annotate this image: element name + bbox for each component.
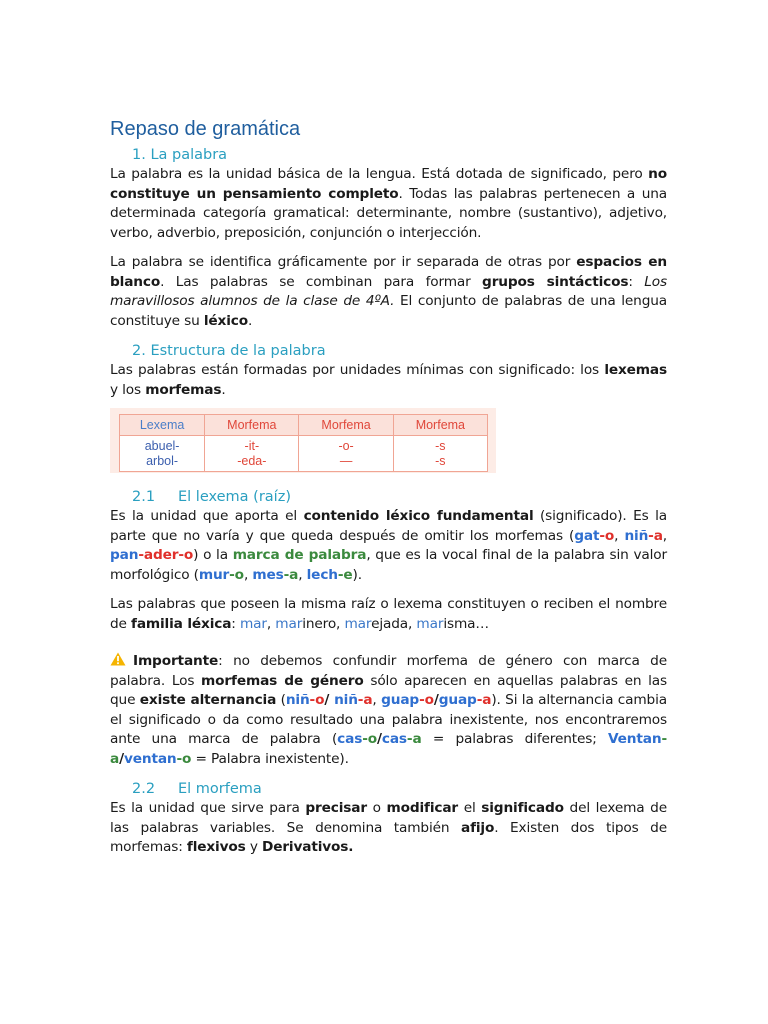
bold-text: precisar <box>305 800 367 816</box>
document-page <box>110 118 667 868</box>
table-cell: -s <box>393 436 487 455</box>
section-heading-lexema <box>132 487 667 507</box>
paragraph <box>110 253 667 331</box>
word-mark-example: -a <box>283 566 299 583</box>
lexeme-example: lech <box>306 566 338 583</box>
text: : <box>628 273 645 290</box>
morpheme-example: -a <box>476 692 492 708</box>
family-word-root: mar <box>344 615 372 632</box>
word-mark-example: -o <box>176 750 192 767</box>
text: , <box>298 566 307 583</box>
text: . Existen dos tipos de morfemas: <box>110 819 667 855</box>
bold-text: no constituye un pensamiento completo <box>110 166 667 202</box>
morpheme-example: -a <box>648 527 663 544</box>
morpheme-table <box>119 414 488 472</box>
bold-text: morfemas de género <box>201 672 364 689</box>
text: , <box>336 615 345 632</box>
text: . Todas las palabras pertenecen a una determinada categoría gramatical: determinante, nombre (sustantivo), adjetivo, verbo, adverbio, preposición, conjunción o interjección. <box>110 185 667 241</box>
table-header: Morfema <box>393 415 487 436</box>
morpheme-example: -o <box>419 692 434 708</box>
bold-text: contenido léxico fundamental <box>303 508 534 524</box>
text: ( <box>276 692 286 708</box>
word-mark-example: -o <box>362 731 377 747</box>
paragraph <box>110 165 667 243</box>
text: . Las palabras se combinan para formar <box>160 273 483 290</box>
bold-text: afijo <box>461 819 495 836</box>
text: = palabras diferentes; <box>421 731 608 747</box>
text: / <box>433 692 439 708</box>
lexeme-example: guap <box>438 692 477 708</box>
section-number: 2.1 <box>132 489 156 505</box>
table-cell: -eda- <box>205 454 299 472</box>
bold-text: modificar <box>386 800 459 816</box>
bold-text: léxico <box>203 312 248 329</box>
family-word-root: mar <box>239 615 267 632</box>
bold-text: existe alternancia <box>139 692 277 708</box>
table-cell: arbol- <box>120 454 205 472</box>
text: / <box>119 750 124 767</box>
table-cell: -it- <box>205 436 299 455</box>
paragraph <box>110 799 667 858</box>
lexeme-example: mes <box>252 566 284 583</box>
text: sólo aparecen en aquellas palabras en las que <box>110 672 667 708</box>
lexeme-example: cas <box>337 731 363 747</box>
bold-text: grupos sintácticos <box>482 273 629 290</box>
bold-text: familia léxica <box>131 615 232 632</box>
text: del lexema de las palabras variables. Se denomina también <box>110 800 667 836</box>
lexeme-example: Ventan <box>607 731 662 747</box>
text: isma… <box>443 615 489 632</box>
lexeme-example: niñ <box>334 692 358 708</box>
text: ). <box>352 566 362 583</box>
word-mark-example: -a <box>406 731 422 747</box>
text: y <box>245 839 262 855</box>
text: / <box>377 731 382 747</box>
family-word-root: mar <box>416 615 444 632</box>
morpheme-example: -o <box>309 692 325 708</box>
page-title: Repaso de gramática <box>110 118 301 140</box>
bold-text: lexemas <box>604 362 667 378</box>
lexeme-example: niñ <box>285 692 310 708</box>
text: , <box>243 566 253 583</box>
section-heading-estructura: 2. Estructura de la palabra <box>132 343 326 359</box>
section-heading-la-palabra: 1. La palabra <box>132 147 228 163</box>
section-title: El lexema (raíz) <box>178 489 291 505</box>
text: El conjunto de palabras de una lengua constituye su <box>110 293 667 329</box>
italic-example: Los maravillosos alumnos de la clase de 4ºA. <box>110 273 667 309</box>
text: o <box>366 800 387 816</box>
paragraph <box>110 507 667 585</box>
table-cell: — <box>299 454 393 472</box>
bold-text: flexivos <box>186 839 246 855</box>
paragraph <box>110 595 667 634</box>
text: , <box>372 692 382 708</box>
table-cell: abuel- <box>120 436 205 455</box>
text: Las palabras están formadas por unidades mínimas con significado: los <box>110 362 605 378</box>
table-cell: -o- <box>299 436 393 455</box>
text: / <box>324 692 335 708</box>
marca-de-palabra-term: marca de palabra <box>232 547 367 563</box>
text: el <box>458 800 482 816</box>
bold-text: Derivativos. <box>261 839 354 855</box>
bold-text: morfemas <box>145 381 222 398</box>
text: , <box>266 615 276 632</box>
text: Es la unidad que sirve para <box>110 800 306 816</box>
text: ejada <box>371 615 408 632</box>
text: . <box>221 381 226 398</box>
lexeme-example: niñ <box>624 527 649 544</box>
family-word-root: mar <box>275 615 303 632</box>
text: La palabra se identifica gráficamente por ir separada de otras por <box>110 254 577 270</box>
lexeme-example: gat <box>574 527 600 544</box>
warning-icon <box>110 652 126 666</box>
table-header-row <box>120 415 488 436</box>
lexeme-example: guap <box>381 692 420 708</box>
text: , que es la vocal final de la palabra sin valor morfológico ( <box>110 547 667 583</box>
text: , <box>408 615 417 632</box>
section-heading-morfema <box>132 779 667 799</box>
word-mark-example: -e <box>337 566 353 583</box>
section-number: 2.2 <box>132 781 156 797</box>
word-mark-example: -a <box>110 731 668 767</box>
bold-text: Importante <box>133 653 219 669</box>
bold-text: significado <box>481 800 564 816</box>
table-header: Morfema <box>205 415 299 436</box>
text: , <box>614 527 625 544</box>
morpheme-example: -ader-o <box>138 547 194 563</box>
text: ) o la <box>193 547 233 563</box>
text: La palabra es la unidad básica de la lengua. Está dotada de significado, pero <box>110 166 649 182</box>
morpheme-example: -o <box>599 527 615 544</box>
text: y los <box>110 381 146 398</box>
text: , <box>662 527 667 544</box>
text: ). Si la alternancia cambia el significado o da como resultado una palabra inexistente, nos encontraremos ante una marca de palabra ( <box>110 692 667 747</box>
table-cell: -s <box>393 454 487 472</box>
table-row <box>120 436 488 455</box>
paragraph <box>110 361 667 400</box>
table-header: Lexema <box>120 415 205 436</box>
important-note <box>110 652 667 769</box>
word-mark-example: -o <box>229 566 244 583</box>
text: Las palabras que poseen la misma raíz o lexema constituyen o reciben el nombre de <box>110 596 667 632</box>
table-header: Morfema <box>299 415 393 436</box>
text: : <box>231 615 240 632</box>
table-row <box>120 454 488 472</box>
text: : no debemos confundir morfema de género con marca de palabra. Los <box>110 653 667 689</box>
text: . <box>247 312 253 329</box>
lexeme-example: cas <box>381 731 407 747</box>
section-title: El morfema <box>178 781 262 797</box>
morpheme-table-image <box>110 408 496 473</box>
bold-text: espacios en blanco <box>110 254 667 290</box>
lexeme-example: ventan <box>123 750 177 767</box>
text: = Palabra inexistente). <box>191 750 349 767</box>
lexeme-example: pan <box>110 547 139 563</box>
text: Es la unidad que aporta el <box>110 508 304 524</box>
text: (significado). Es la parte que no varía y que queda después de omitir los morfemas ( <box>110 508 667 544</box>
morpheme-example: -a <box>357 692 373 708</box>
text: inero <box>302 615 337 632</box>
lexeme-example: mur <box>198 566 230 583</box>
